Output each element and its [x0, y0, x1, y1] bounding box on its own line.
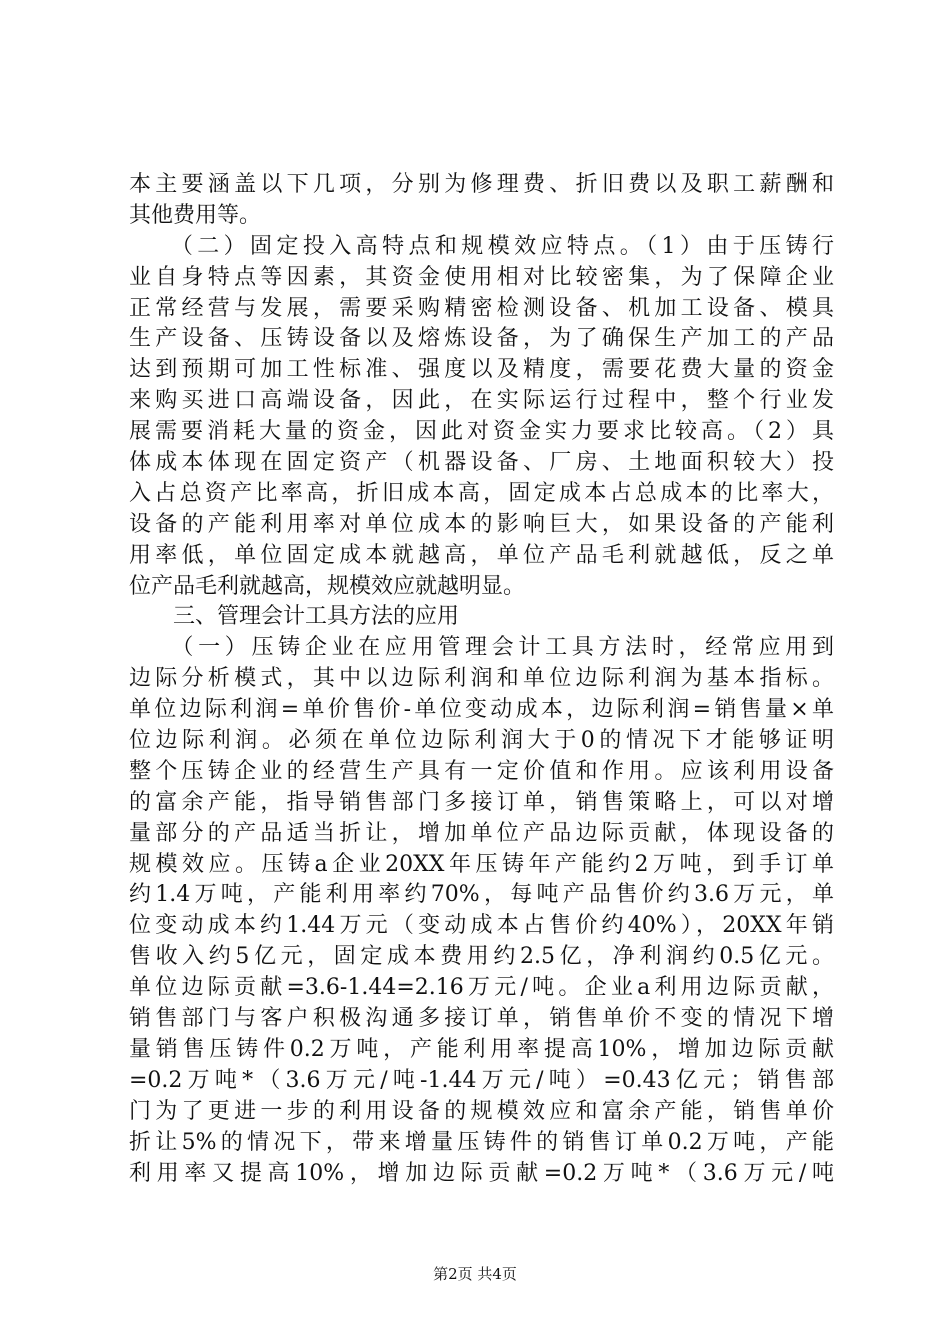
text-line: =0.2万吨*（3.6万元/吨-1.44万元/吨）=0.43亿元；销售部 [129, 1067, 834, 1093]
text-line: 生产设备、压铸设备以及熔炼设备，为了确保生产加工的产品 [129, 326, 834, 352]
page-number: 第2页 共4页 [433, 1265, 517, 1283]
text-line: （二）固定投入高特点和规模效应特点。（1）由于压铸行 [129, 233, 834, 259]
page-footer [0, 1264, 950, 1284]
body-text [129, 170, 834, 1189]
text-line: 其他费用等。 [129, 202, 262, 228]
text-line: 业自身特点等因素，其资金使用相对比较密集，为了保障企业 [129, 264, 834, 290]
text-line: （一）压铸企业在应用管理会计工具方法时，经常应用到 [129, 635, 834, 661]
text-line: 位变动成本约1.44万元（变动成本占售价约40%），20XX年销 [129, 913, 834, 939]
text-line: 整个压铸企业的经营生产具有一定价值和作用。应该利用设备 [129, 758, 834, 784]
section-heading: 三、管理会计工具方法的应用 [129, 604, 460, 630]
text-line: 门为了更进一步的利用设备的规模效应和富余产能，销售单价 [129, 1098, 834, 1124]
text-line: 边际分析模式，其中以边际利润和单位边际利润为基本指标。 [129, 666, 834, 692]
text-line: 入占总资产比率高，折旧成本高，固定成本占总成本的比率大， [129, 480, 834, 506]
text-line: 来购买进口高端设备，因此，在实际运行过程中，整个行业发 [129, 388, 834, 414]
text-line: 用率低，单位固定成本就越高，单位产品毛利就越低，反之单 [129, 542, 834, 568]
text-line: 量销售压铸件0.2万吨，产能利用率提高10%，增加边际贡献 [129, 1036, 834, 1062]
text-line: 体成本体现在固定资产（机器设备、厂房、土地面积较大）投 [129, 450, 834, 476]
text-line: 利用率又提高10%，增加边际贡献=0.2万吨*（3.6万元/吨 [129, 1160, 834, 1186]
text-line: 折让5%的情况下，带来增量压铸件的销售订单0.2万吨，产能 [129, 1129, 834, 1155]
text-line: 达到预期可加工性标准、强度以及精度，需要花费大量的资金 [129, 357, 834, 383]
text-line: 的富余产能，指导销售部门多接订单，销售策略上，可以对增 [129, 789, 834, 815]
text-line: 设备的产能利用率对单位成本的影响巨大，如果设备的产能利 [129, 511, 834, 537]
text-line: 约1.4万吨，产能利用率约70%，每吨产品售价约3.6万元，单 [129, 882, 834, 908]
text-line: 规模效应。压铸a企业20XX年压铸年产能约2万吨，到手订单 [129, 851, 834, 877]
text-line: 量部分的产品适当折让，增加单位产品边际贡献，体现设备的 [129, 820, 834, 846]
text-line: 本主要涵盖以下几项，分别为修理费、折旧费以及职工薪酬和 [129, 172, 834, 197]
text-line: 展需要消耗大量的资金，因此对资金实力要求比较高。（2）具 [129, 419, 834, 445]
text-line: 位产品毛利就越高，规模效应就越明显。 [129, 573, 526, 599]
text-line: 销售部门与客户积极沟通多接订单，销售单价不变的情况下增 [129, 1006, 834, 1032]
text-line: 位边际利润。必须在单位边际利润大于0的情况下才能够证明 [129, 728, 834, 754]
text-line: 单位边际贡献=3.6-1.44=2.16万元/吨。企业a利用边际贡献， [129, 975, 834, 1001]
text-line: 单位边际利润=单价售价-单位变动成本，边际利润=销售量×单 [129, 697, 834, 723]
text-line: 正常经营与发展，需要采购精密检测设备、机加工设备、模具 [129, 295, 834, 321]
text-line: 售收入约5亿元，固定成本费用约2.5亿，净利润约0.5亿元。 [129, 944, 834, 970]
